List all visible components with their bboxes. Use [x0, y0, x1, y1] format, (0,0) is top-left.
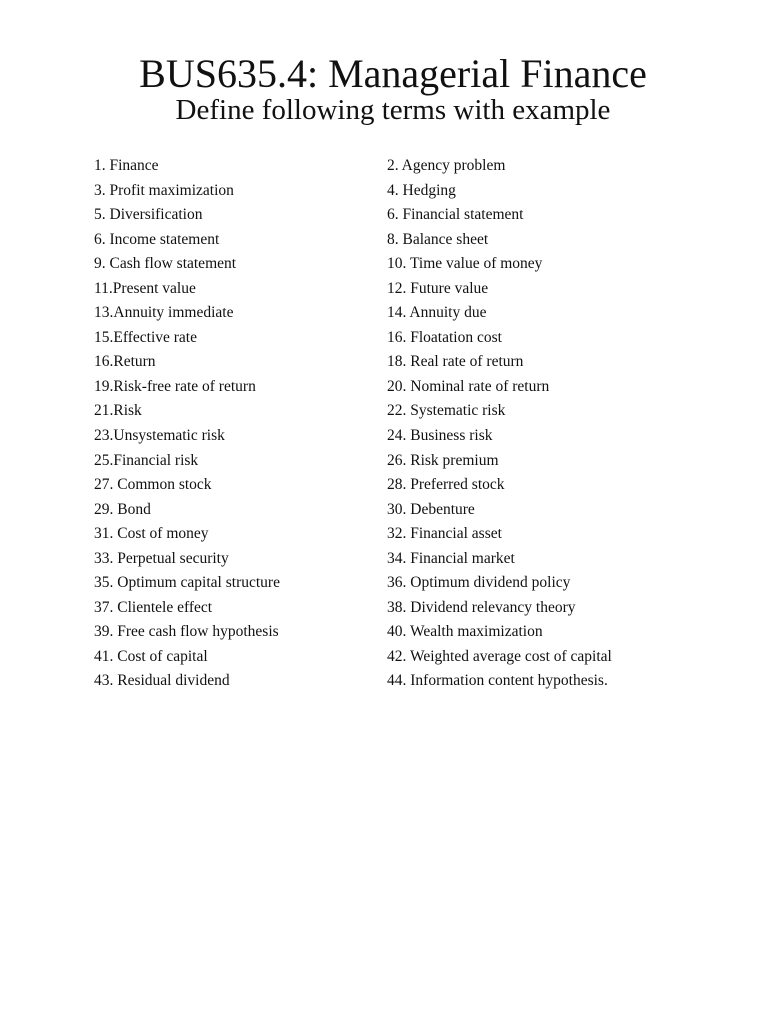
terms-row	[94, 620, 694, 645]
term-item: 12. Future value	[387, 279, 489, 297]
terms-row	[94, 277, 694, 302]
terms-row	[94, 350, 694, 375]
term-item: 42. Weighted average cost of capital	[387, 647, 612, 665]
term-item: 37. Clientele effect	[94, 598, 213, 616]
term-item: 22. Systematic risk	[387, 402, 506, 420]
term-item: 25.Financial risk	[94, 451, 199, 469]
term-item: 19.Risk-free rate of return	[94, 377, 256, 395]
term-item: 26. Risk premium	[387, 451, 499, 469]
terms-row	[94, 522, 694, 547]
terms-row	[94, 301, 694, 326]
terms-row	[94, 154, 694, 179]
term-item: 5. Diversification	[94, 206, 203, 224]
terms-row	[94, 596, 694, 621]
term-item: 15.Effective rate	[94, 328, 197, 346]
term-item: 9. Cash flow statement	[94, 255, 237, 273]
term-item: 30. Debenture	[387, 500, 475, 518]
terms-row	[94, 645, 694, 670]
term-item: 44. Information content hypothesis.	[387, 672, 608, 690]
document-subtitle: Define following terms with example	[175, 94, 611, 126]
term-item: 3. Profit maximization	[94, 181, 234, 199]
term-item: 18. Real rate of return	[387, 353, 524, 371]
term-item: 24. Business risk	[387, 427, 493, 445]
term-item: 20. Nominal rate of return	[387, 377, 550, 395]
terms-row	[94, 228, 694, 253]
terms-row	[94, 424, 694, 449]
term-item: 35. Optimum capital structure	[94, 574, 280, 592]
terms-row	[94, 669, 694, 694]
term-item: 16.Return	[94, 353, 156, 371]
terms-row	[94, 179, 694, 204]
term-item: 14. Annuity due	[387, 304, 487, 322]
terms-row	[94, 399, 694, 424]
term-item: 2. Agency problem	[387, 157, 506, 174]
term-item: 16. Floatation cost	[387, 328, 502, 346]
term-item: 23.Unsystematic risk	[94, 427, 225, 445]
term-item: 6. Financial statement	[387, 206, 524, 224]
term-item: 6. Income statement	[94, 230, 220, 248]
term-item: 33. Perpetual security	[94, 549, 229, 567]
terms-row	[94, 547, 694, 572]
term-item: 31. Cost of money	[94, 525, 209, 543]
term-item: 32. Financial asset	[387, 525, 502, 543]
term-item: 11.Present value	[94, 279, 196, 297]
term-item: 38. Dividend relevancy theory	[387, 598, 576, 616]
term-item: 27. Common stock	[94, 476, 212, 494]
term-item: 21.Risk	[94, 402, 142, 420]
term-item: 34. Financial market	[387, 549, 515, 567]
terms-row	[94, 326, 694, 351]
terms-list	[94, 154, 694, 694]
term-item: 43. Residual dividend	[94, 672, 230, 690]
term-item: 40. Wealth maximization	[387, 623, 543, 641]
term-item: 28. Preferred stock	[387, 476, 505, 494]
term-item: 8. Balance sheet	[387, 230, 489, 248]
term-item: 29. Bond	[94, 500, 151, 518]
document-title: BUS635.4: Managerial Finance	[139, 51, 647, 96]
term-item: 36. Optimum dividend policy	[387, 574, 571, 592]
term-item: 4. Hedging	[387, 181, 456, 199]
terms-row	[94, 375, 694, 400]
term-item: 41. Cost of capital	[94, 647, 208, 665]
term-item: 10. Time value of money	[387, 255, 543, 273]
terms-row	[94, 449, 694, 474]
terms-row	[94, 252, 694, 277]
terms-row	[94, 203, 694, 228]
term-item: 39. Free cash flow hypothesis	[94, 623, 279, 641]
terms-row	[94, 473, 694, 498]
terms-row	[94, 571, 694, 596]
term-item: 13.Annuity immediate	[94, 304, 234, 322]
terms-row	[94, 498, 694, 523]
term-item: 1. Finance	[94, 157, 159, 174]
